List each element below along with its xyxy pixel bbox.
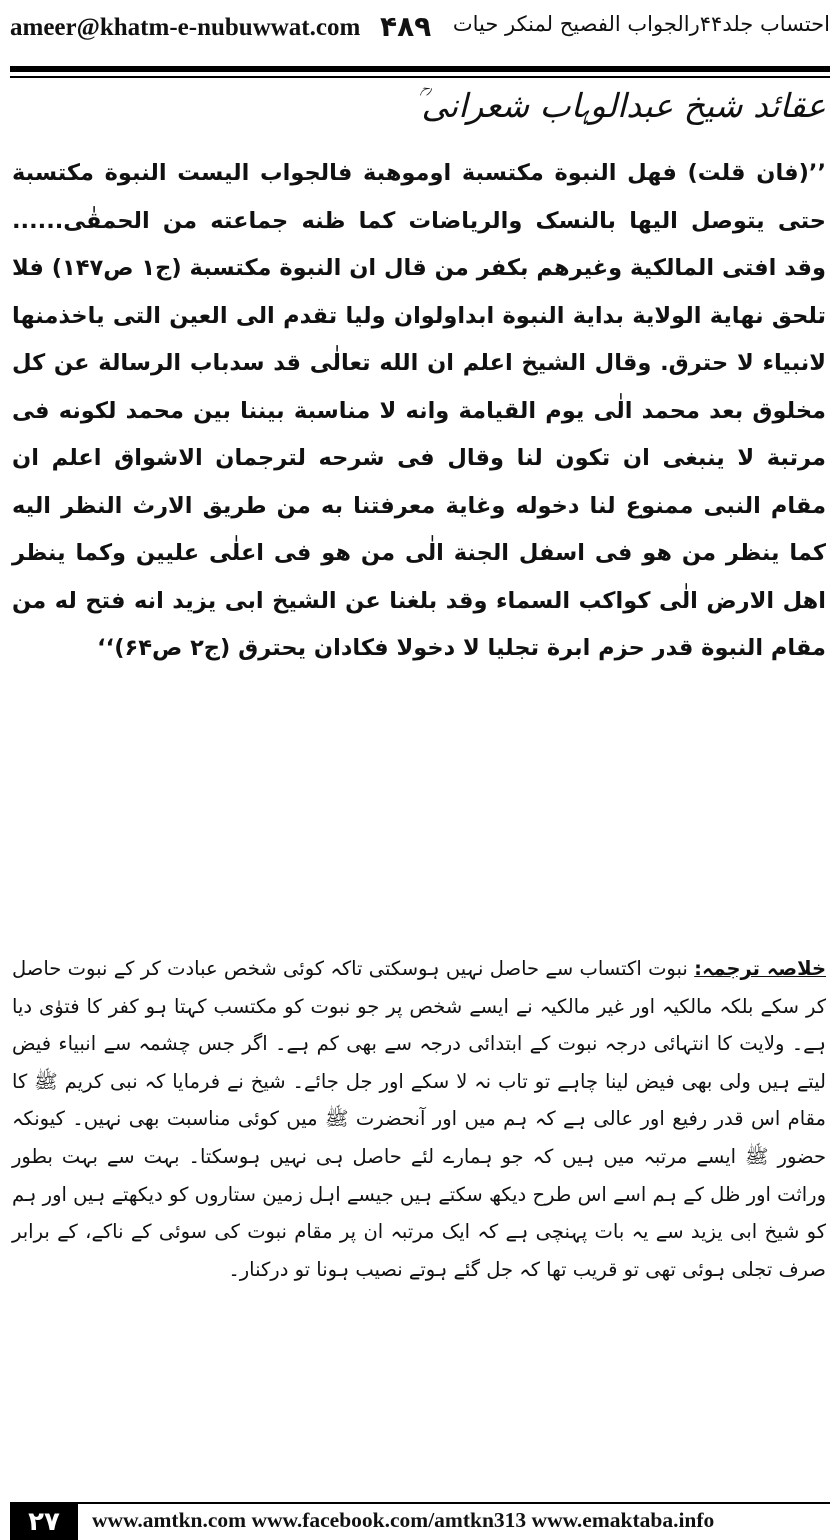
- header-rule-thin: [10, 76, 830, 78]
- footer-links: www.amtkn.com www.facebook.com/amtkn313 www.emaktaba.info: [92, 1508, 715, 1532]
- arabic-quote: ’’(فان قلت) فهل النبوة مكتسبة اوموهبة فالجواب اليست النبوة مكتسبة حتى يتوصل اليها بالنسک والرياضات كما ظنه جماعته من الحمقٰى...... وقد افتى المالكية وغيرهم بكفر من قال ان النبوة مكتسبة (ج۱ ص۱۴۷) فلا تلحق نهاية الولاية بداية النبوة ابداولوان وليا تقدم الى العين التى ياخذمنها لانبياء لا حترق. وقال الشيخ اعلم ان الله تعالٰى قد سدباب الرسالة عن كل مخلوق بعد محمد الٰى يوم القيامة وانه لا مناسبة بيننا بين محمد لكونه فى مرتبة لا ينبغى ان تكون لنا وقال فى شرحه لترجمان الاشواق اعلم ان مقام النبى ممنوع لنا دخوله وغاية معرفتنا به من طريق الارث النظر اليه كما ينظر من هو فى اسفل الجنة الٰى من هو فى اعلٰى عليين وكما ينظر اهل الارض الٰى كواكب السماء وقد بلغنا عن الشيخ ابى يزيد انه فتح له من مقام النبوة قدر حزم ابرة تجليا لا دخولا فكادان يحترق (ج۲ ص۶۴)‘‘: [12, 160, 827, 661]
- header-rule-thick: [10, 66, 830, 72]
- footer-rule: [10, 1502, 830, 1504]
- translation-label: خلاصہ ترجمہ:: [694, 957, 826, 980]
- section-heading: عقائد شیخ عبدالوہاب شعرانی ؒ: [413, 86, 826, 125]
- page-header: [0, 0, 840, 68]
- footer-page-number: ۲۷: [10, 1504, 78, 1540]
- translation-text: نبوت اکتساب سے حاصل نہیں ہوسکتی تاکہ کوئی شخص عبادت کر کے نبوت حاصل کر سکے بلکہ مالکیہ اور غیر مالکیہ نے ایسے شخص پر جو نبوت کو مکتسب کہتا ہو کفر کا فتوٰی دیا ہے۔ ولایت کا انتہائی درجہ نبوت کے ابتدائی درجہ سے بھی کم ہے۔ اگر جس چشمہ سے انبیاء فیض لیتے ہیں ولی بھی فیض لینا چاہے تو تاب نہ لا سکے اور جل جائے۔ شیخ نے فرمایا کہ نبی کریم ﷺ کا مقام اس قدر رفیع اور عالی ہے کہ ہم میں اور آنحضرت ﷺ میں کوئی مناسبت بھی نہیں۔ کیونکہ حضور ﷺ ایسے مرتبہ میں ہیں کہ جو ہمارے لئے حاصل ہی نہیں ہوسکتا۔ بہت سے بہت بطور وراثت اور ظل کے ہم اسے اس طرح دیکھ سکتے ہیں جیسے اہل زمین ستاروں کو دیکھتے ہیں اور ہم کو شیخ ابی یزید سے یہ بات پہنچی ہے کہ ایک مرتبہ ان پر مقام نبوت کی سوئی کے ناکے، کے برابر صرف تجلی ہوئی تھی تو قریب تھا کہ جل گئے ہوتے نصیب ہونا تو درکنار۔: [12, 957, 826, 1281]
- urdu-translation: [12, 950, 826, 1288]
- header-book-title: احتساب جلد۴۴رالجواب الفصیح لمنکر حیات: [452, 12, 830, 36]
- header-page-number: ۴۸۹: [380, 10, 432, 43]
- header-email: ameer@khatm-e-nubuwwat.com: [10, 14, 361, 41]
